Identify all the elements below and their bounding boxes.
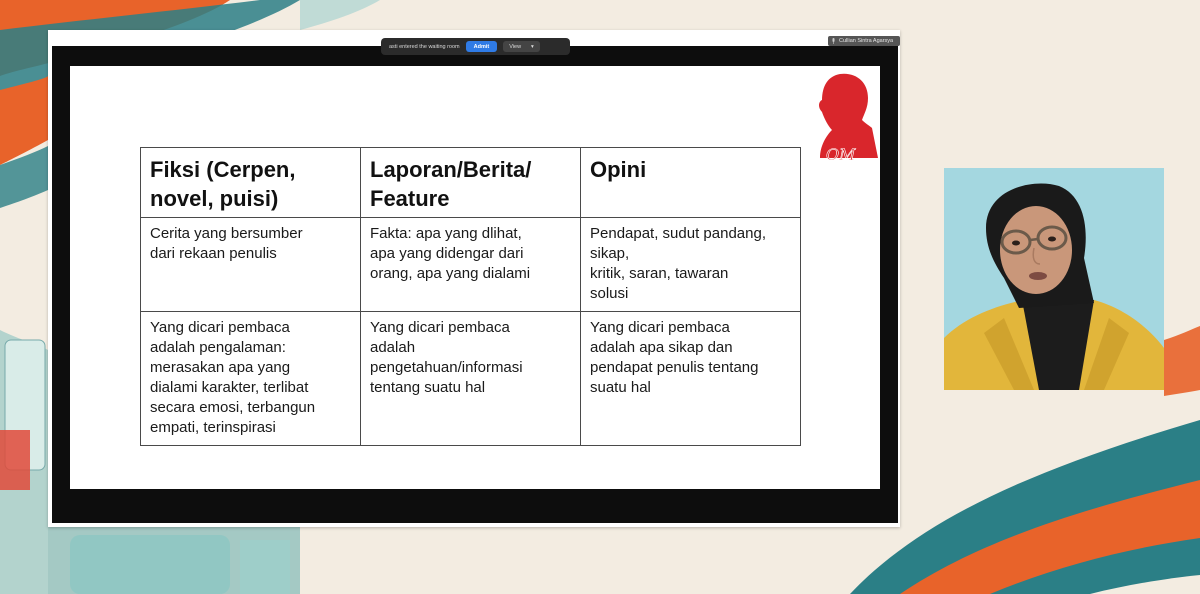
- admit-button[interactable]: Admit: [466, 41, 498, 52]
- participant-video-tile[interactable]: [944, 168, 1164, 390]
- header-fiksi: Fiksi (Cerpen, novel, puisi): [141, 148, 361, 218]
- logo-text: OM: [826, 145, 856, 164]
- notification-text: asti entered the waiting room: [389, 43, 460, 50]
- table-cell: Yang dicari pembaca adalah pengalaman: merasakan apa yang dialami karakter, terlibat secara emosi, terbangun empati, terinspirasi: [141, 312, 361, 446]
- view-button[interactable]: [503, 41, 540, 52]
- speaker-name: Cullian Sintra Agarsya: [839, 38, 894, 44]
- participant-video-image: [944, 168, 1164, 390]
- microphone-icon: [831, 38, 836, 44]
- table-cell: Cerita yang bersumber dari rekaan penulis: [141, 218, 361, 312]
- presenter-logo: [812, 72, 878, 164]
- table-row: [141, 218, 801, 312]
- table-row: [141, 312, 801, 446]
- table-cell: Fakta: apa yang dlihat, apa yang didengar dari orang, apa yang dialami: [361, 218, 581, 312]
- view-button-label: View: [509, 43, 522, 50]
- comparison-table: [140, 147, 801, 446]
- table-header-row: [141, 148, 801, 218]
- table-cell: Pendapat, sudut pandang, sikap, kritik, saran, tawaran solusi: [581, 218, 801, 312]
- chevron-down-icon: ▾: [531, 43, 534, 50]
- active-speaker-chip: [828, 36, 900, 46]
- header-opini: Opini: [581, 148, 801, 218]
- waiting-room-notification: [381, 38, 570, 55]
- table-cell: Yang dicari pembaca adalah pengetahuan/informasi tentang suatu hal: [361, 312, 581, 446]
- table-cell: Yang dicari pembaca adalah apa sikap dan pendapat penulis tentang suatu hal: [581, 312, 801, 446]
- header-laporan: Laporan/Berita/ Feature: [361, 148, 581, 218]
